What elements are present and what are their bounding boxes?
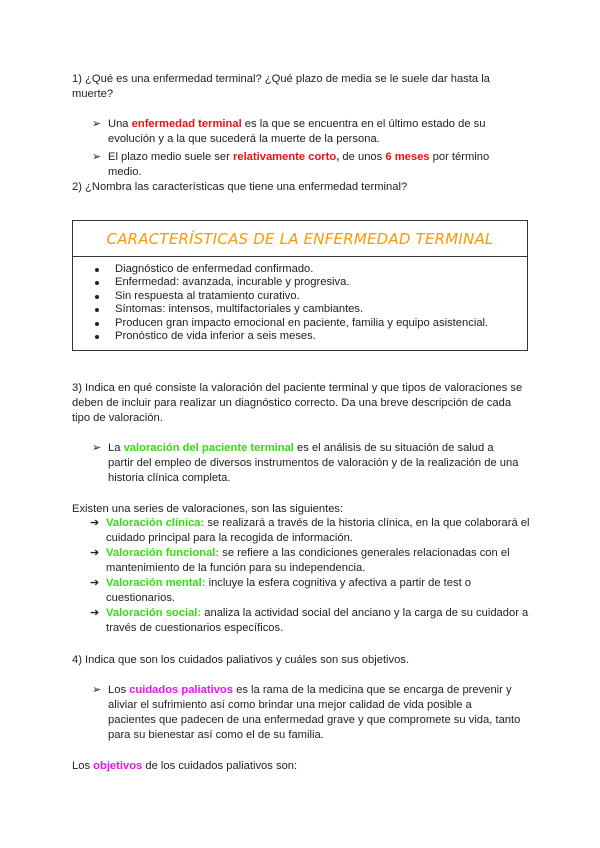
list-item: Síntomas: intensos, multifactoriales y cambiantes. [73,303,527,316]
term-highlight: Valoración funcional: [106,547,220,559]
term-highlight: Valoración mental: [106,577,206,589]
list-item: ➢ La valoración del paciente terminal es el análisis de su situación de salud a partir del empleo de diversos instrumentos de valoración y de la realización de una historia clínica completa. [92,442,519,484]
table-title: CARACTERÍSTICAS DE LA ENFERMEDAD TERMINAL [73,221,527,257]
arrow-bullet-icon: ➢ [92,151,102,163]
arrow-right-icon: ➔ [90,607,100,619]
characteristics-list [73,263,527,343]
term-highlight: Valoración clínica: [106,517,205,529]
bullet-icon [95,335,99,339]
valuations-intro: Existen una series de valoraciones, son las siguientes: [72,503,344,515]
list-item: ➢ Una enfermedad terminal es la que se encuentra en el último estado de su evolución y a la que sucederá la muerte de la persona. [92,118,486,145]
arrow-bullet-icon: ➢ [92,684,102,696]
list-item: Producen gran impacto emocional en paciente, familia y equipo asistencial. [73,317,527,330]
characteristics-table [72,220,528,351]
term-highlight: enfermedad terminal [131,118,242,130]
list-item: ➔ Valoración clínica: se realizará a través de la historia clínica, en la que colaborará el cuidado principal para la recogida de información. [90,517,530,544]
list-item: Diagnóstico de enfermedad confirmado. [73,263,527,276]
list-item: Sin respuesta al tratamiento curativo. [73,290,527,303]
bullet-icon [95,268,99,272]
term-highlight: valoración del paciente terminal [123,442,294,454]
bullet-icon [95,322,99,326]
bullet-icon [95,308,99,312]
list-item: ➢ Los cuidados paliativos es la rama de la medicina que se encarga de prevenir y aliviar el sufrimiento así como brindar una mejor calidad de vida posible a pacientes que padecen de una enfermedad grave y que compromete su vida, tanto para su bienestar así como el de su familia. [92,684,521,741]
list-item: ➔ Valoración social: analiza la actividad social del anciano y la carga de su cuidador a través de cuestionarios específicos. [90,607,529,634]
arrow-right-icon: ➔ [90,577,100,589]
question-2: 2) ¿Nombra las características que tiene una enfermedad terminal? [72,181,408,193]
objectives-intro: Los objetivos de los cuidados paliativos son: [72,760,298,772]
list-item: ➔ Valoración funcional: se refiere a las condiciones generales relacionadas con el mantenimiento de la función para su independencia. [90,547,510,574]
list-item: ➢ El plazo medio suele ser relativamente corto, de unos 6 meses por término medio. [92,151,490,178]
answer-4-list [92,683,522,746]
term-highlight: relativamente corto, [233,151,340,163]
question-4: 4) Indica que son los cuidados paliativos y cuáles son sus objetivos. [72,654,410,666]
bullet-icon [95,295,99,299]
list-item: Pronóstico de vida inferior a seis meses. [73,330,527,343]
arrow-right-icon: ➔ [90,547,100,559]
term-highlight: objetivos [93,760,143,772]
term-highlight: cuidados paliativos [129,684,233,696]
bullet-icon [95,281,99,285]
list-item: ➔ Valoración mental: incluye la esfera cognitiva y afectiva a partir de test o cuestionarios. [90,577,472,604]
question-1: 1) ¿Qué es una enfermedad terminal? ¿Qué plazo de media se le suele dar hasta la muerte? [72,73,490,100]
term-highlight: Valoración social: [106,607,202,619]
valuation-types-list [90,516,530,636]
question-3: 3) Indica en qué consiste la valoración del paciente terminal y que tipos de valoraciones se deben de incluir para realizar un diagnóstico correcto. Da una breve descripción de cada tipo de valoración. [72,382,523,424]
answer-1-list [92,117,522,183]
arrow-right-icon: ➔ [90,517,100,529]
list-item: Enfermedad: avanzada, incurable y progresiva. [73,276,527,289]
answer-3-list [92,441,522,489]
arrow-bullet-icon: ➢ [92,118,102,130]
arrow-bullet-icon: ➢ [92,442,102,454]
term-highlight: 6 meses [385,151,430,163]
